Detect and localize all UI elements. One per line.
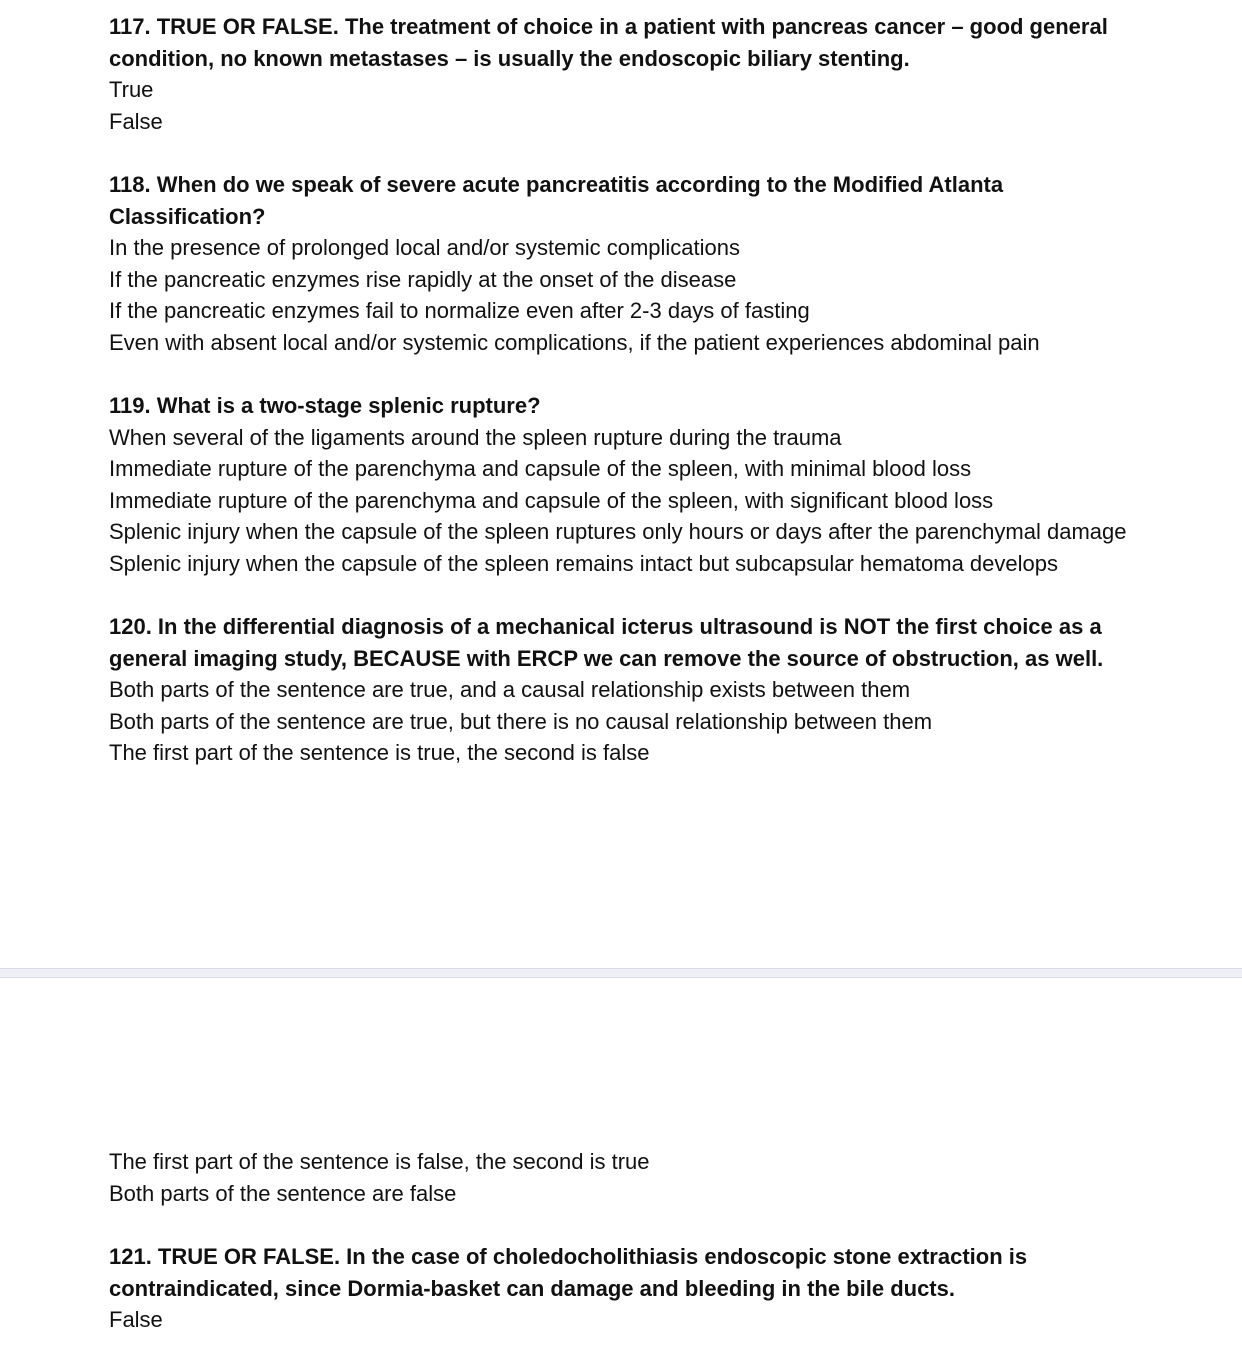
question-120-title: 120. In the differential diagnosis of a mechanical icterus ultrasound is NOT the first choice as a general imaging study, BECAUSE with ERCP we can remove the source of obstruction, as well.	[109, 614, 1104, 671]
document-page-bottom	[0, 978, 1242, 1360]
question-118-title: 118. When do we speak of severe acute pancreatitis according to the Modified Atlanta Classification?	[109, 172, 1004, 229]
question-121-title: 121. TRUE OR FALSE. In the case of choledocholithiasis endoscopic stone extraction is contraindicated, since Dormia-basket can damage and bleeding in the bile ducts.	[109, 1244, 1028, 1301]
question-120-option-3: The first part of the sentence is true, the second is false	[109, 740, 650, 765]
question-120-option-2: Both parts of the sentence are true, but there is no causal relationship between them	[109, 708, 933, 734]
question-118-option-1: In the presence of prolonged local and/or systemic complications	[109, 235, 741, 260]
question-120-continued	[109, 1146, 1149, 1209]
question-spacer	[109, 137, 1149, 169]
question-119-option-3: Immediate rupture of the parenchyma and capsule of the spleen, with significant blood loss	[109, 487, 994, 513]
question-120-option-4: The first part of the sentence is false, the second is true	[109, 1149, 650, 1174]
page-content-bottom	[109, 1146, 1149, 1336]
question-121	[109, 1241, 1149, 1336]
page-break-separator	[0, 968, 1242, 978]
question-119-option-4: Splenic injury when the capsule of the spleen ruptures only hours or days after the parenchymal damage	[109, 519, 1127, 544]
question-119-option-1: When several of the ligaments around the spleen rupture during the trauma	[109, 424, 842, 450]
question-117	[109, 11, 1149, 137]
question-117-option-true: True	[109, 77, 154, 102]
question-spacer	[109, 358, 1149, 390]
question-119	[109, 390, 1149, 579]
question-120	[109, 611, 1149, 769]
question-118-option-2: If the pancreatic enzymes rise rapidly at the onset of the disease	[109, 266, 737, 292]
question-118	[109, 169, 1149, 358]
question-117-title: 117. TRUE OR FALSE. The treatment of choice in a patient with pancreas cancer – good general condition, no known metastases – is usually the endoscopic biliary stenting.	[109, 14, 1108, 71]
question-117-option-false: False	[109, 108, 163, 134]
question-118-option-3: If the pancreatic enzymes fail to normalize even after 2-3 days of fasting	[109, 298, 810, 323]
question-spacer	[109, 579, 1149, 611]
page-content-top	[109, 11, 1149, 769]
question-118-option-4: Even with absent local and/or systemic complications, if the patient experiences abdominal pain	[109, 329, 1040, 355]
question-119-option-5: Splenic injury when the capsule of the spleen remains intact but subcapsular hematoma develops	[109, 550, 1058, 576]
question-120-option-5: Both parts of the sentence are false	[109, 1180, 457, 1206]
question-120-option-1: Both parts of the sentence are true, and a causal relationship exists between them	[109, 677, 911, 702]
question-spacer	[109, 1209, 1149, 1241]
question-119-option-2: Immediate rupture of the parenchyma and capsule of the spleen, with minimal blood loss	[109, 456, 972, 481]
question-119-title: 119. What is a two-stage splenic rupture?	[109, 393, 541, 418]
question-121-option-false: False	[109, 1307, 163, 1332]
